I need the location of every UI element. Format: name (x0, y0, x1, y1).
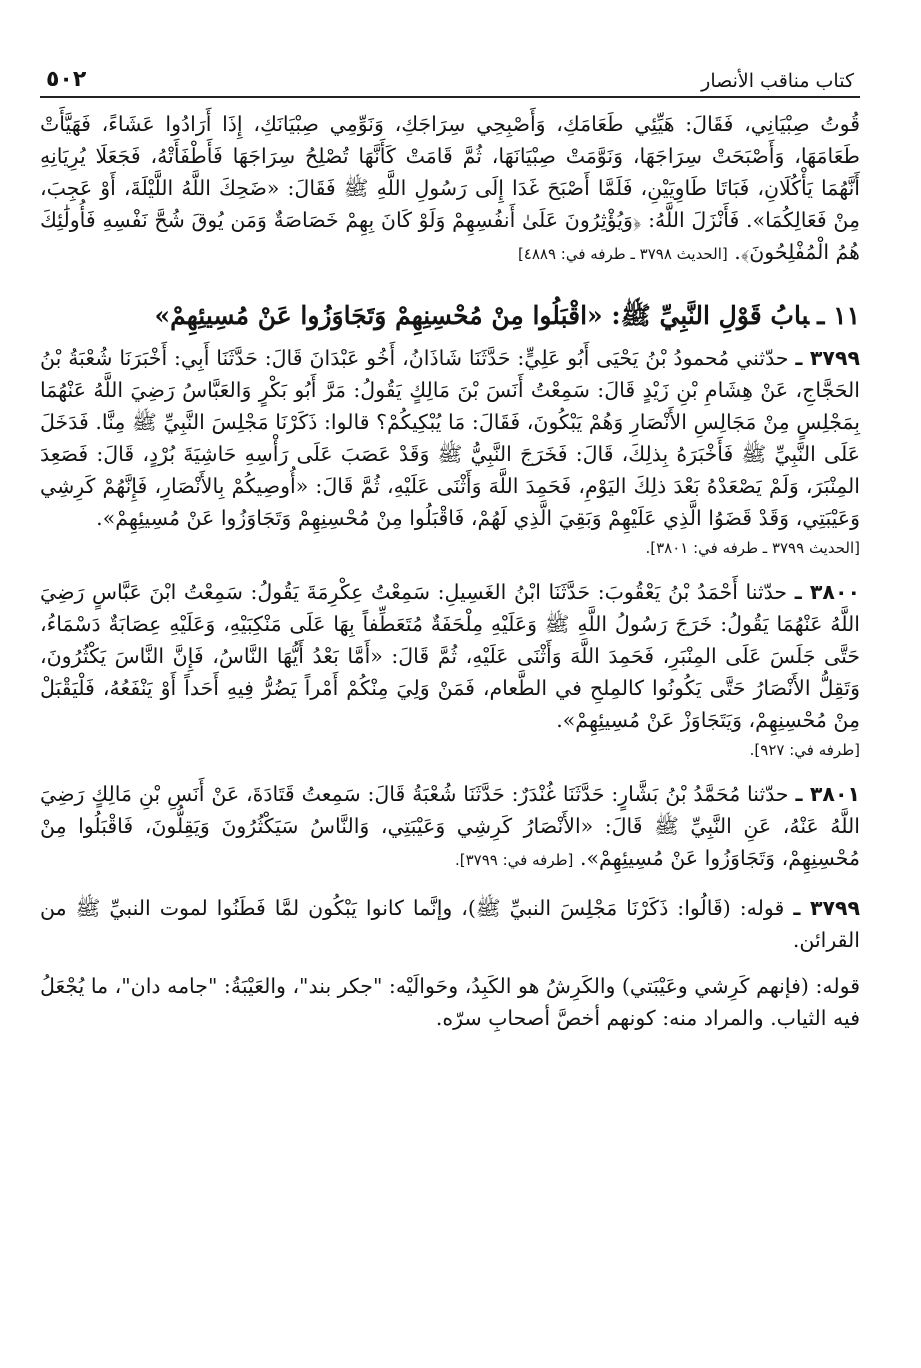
commentary-text: قوله: (قَالُوا: ذَكَرْنَا مَجْلِسَ النبيِّ ﷺ)، وإنَّما كانوا يَبْكُون لمَّا فَطَنُوا لموت النبيِّ ﷺ من القرائن. (40, 896, 860, 952)
hadith-reference: [طرفه في: ٩٢٧]. (749, 741, 860, 759)
hadith-reference: [الحديث ٣٧٩٨ ـ طرفه في: ٤٨٨٩] (517, 245, 728, 263)
hadith-number: ٣٨٠٠ ـ (794, 580, 860, 604)
page-number: ٥٠٢ (46, 67, 87, 92)
commentary-quote-text: قوله: (فإنهم كَرِشي وعَيْبَتي) والكَرِشُ هو الكَبِدُ، وحَوالَيْه: "جكر بند"، والعَيْبَةُ: "جامه دان"، ما يُجْعَلُ فيه الثياب. والمراد منه: كونهم أخصَّ أصحابِ سرّه. (40, 974, 860, 1030)
hadith-text: قُوتُ صِبْيَانِي، فَقَالَ: هَيِّئِي طَعَامَكِ، وَأَصْبِحِي سِرَاجَكِ، وَنَوِّمِي صِبْيَانَكِ، إِذَا أَرَادُوا عَشَاءً، فَهَيَّأَتْ طَعَامَهَا، وَأَصْبَحَتْ سِرَاجَهَا، وَنَوَّمَتْ صِبْيَانَهَا، ثُمَّ قَامَتْ كَأَنَّهَا تُصْلِحُ سِرَاجَهَا فَأَطْفَأَتْهُ، فَجَعَلَا يُرِيَانِهِ أَنَّهُمَا يَأْكُلَانِ، فَبَاتَا طَاوِيَيْنِ، فَلَمَّا أَصْبَحَ غَدَا إِلَى رَسُولِ اللَّهِ ﷺ فَقَالَ: «ضَحِكَ اللَّهُ اللَّيْلَةَ، أَوْ عَجِبَ، مِنْ فَعَالِكُمَا». فَأَنْزَلَ اللَّهُ: ﴿وَيُؤْثِرُونَ عَلَىٰ أَنفُسِهِمْ وَلَوْ كَانَ بِهِمْ خَصَاصَةٌ وَمَن يُوقَ شُحَّ نَفْسِهِ فَأُولَٰئِكَ هُمُ الْمُفْلِحُونَ﴾. (40, 112, 860, 264)
commentary-number: ٣٧٩٩ ـ (793, 896, 860, 920)
chapter-number: ١١ ـ (817, 301, 860, 330)
hadith-3801 (40, 778, 860, 876)
chapter-heading (40, 296, 860, 336)
hadith-number: ٣٨٠١ ـ (795, 782, 860, 806)
hadith-text: حدّثنا أَحْمَدُ بْنُ يَعْقُوبَ: حَدَّثَنَا ابْنُ الغَسِيلِ: سَمِعْتُ عِكْرِمَةَ يَقُولُ: سَمِعْتُ ابْنَ عَبَّاسٍ رَضِيَ اللَّهُ عَنْهُمَا يَقُولُ: خَرَجَ رَسُولُ اللَّهِ ﷺ وَعَلَيْهِ مِلْحَفَةٌ مُتَعَطِّفاً بِهَا عَلَى مَنْكِبَيْهِ، وَعَلَيْهِ عِصَابَةٌ دَسْمَاءُ، حَتَّى جَلَسَ عَلَى المِنْبَرِ، فَحَمِدَ اللَّهَ وَأَثْنَى عَلَيْهِ، ثُمَّ قَالَ: «أَمَّا بَعْدُ أَيُّهَا النَّاسُ، فَإِنَّ النَّاسَ يَكْثُرُونَ، وَتَقِلُّ الأَنْصَارُ حَتَّى يَكُونُوا كالمِلحِ في الطَّعام، فَمَنْ وَلِيَ مِنْكُمْ أَمْراً يَضُرُّ فِيهِ أَحَداً أَوْ يَنْفَعُهُ، فَلْيَقْبَلْ مِنْ مُحْسِنِهِمْ، وَيَتَجَاوَزْ عَنْ مُسِيئِهِمْ». (40, 580, 860, 732)
hadith-3800 (40, 576, 860, 764)
hadith-reference: [الحديث ٣٧٩٩ ـ طرفه في: ٣٨٠١]. (645, 539, 860, 557)
hadith-number: ٣٧٩٩ ـ (795, 346, 860, 370)
commentary-quote (40, 970, 860, 1034)
hadith-3799 (40, 342, 860, 562)
hadith-text: حدّثنا مُحَمَّدُ بْنُ بَشَّارٍ: حَدَّثَنَا غُنْدَرٌ: حَدَّثَنَا شُعْبَةُ قَالَ: سَمِعتُ قَتَادَةَ، عَنْ أَنَسِ بْنِ مَالِكٍ رَضِيَ اللَّهُ عَنْهُ، عَنِ النَّبِيِّ ﷺ قَالَ: «الأَنْصَارُ كَرِشِي وَعَيْبَتِي، وَالنَّاسُ سَيَكْثُرُونَ وَيَقِلُّونَ، فَاقْبَلُوا مِنْ مُحْسِنِهِمْ، وَتَجَاوَزُوا عَنْ مُسِيئِهِمْ». (40, 782, 860, 870)
commentary-3799 (40, 892, 860, 956)
book-title: كتاب مناقب الأنصار (701, 70, 854, 92)
hadith-3798-continuation (40, 108, 860, 270)
hadith-text: حدّثني مُحمودُ بْنُ يَحْيَى أَبُو عَلِيٍّ: حَدَّثَنَا شَاذَانُ، أَخُو عَبْدَانَ قَالَ: حَدَّثَنَا أَبِي: أَخْبَرَنَا شُعْبَةُ بْنُ الحَجَّاجِ، عَنْ هِشَامِ بْنِ زَيْدٍ قَالَ: سَمِعْتُ أَنَسَ بْنَ مَالِكٍ يَقُولُ: مَرَّ أَبُو بَكْرٍ وَالعَبَّاسُ رَضِيَ اللَّهُ عَنْهُمَا بِمَجْلِسٍ مِنْ مَجَالِسِ الأَنْصَارِ وَهُمْ يَبْكُونَ، فَقَالَ: مَا يُبْكِيكُمْ؟ قالوا: ذَكَرْنَا مَجْلِسَ النَّبِيِّ ﷺ مِنَّا. فَدَخَلَ عَلَى النَّبِيِّ ﷺ فَأَخْبَرَهُ بِذلِكَ، قَالَ: فَخَرَجَ النَّبِيُّ ﷺ وَقَدْ عَصَبَ عَلَى رَأْسِهِ حَاشِيَةَ بُرْدٍ، قَالَ: فَصَعِدَ المِنْبَرَ، وَلَمْ يَصْعَدْهُ بَعْدَ ذلِكَ اليَوْمِ، فَحَمِدَ اللَّهَ وَأَثْنَى عَلَيْهِ، ثُمَّ قَالَ: «أُوصِيكُمْ بِالأَنْصَارِ، فَإِنَّهُمْ كَرِشِي وَعَيْبَتِي، وَقَدْ قَضَوُا الَّذِي عَلَيْهِمْ وَبَقِيَ الَّذِي لَهُمْ، فَاقْبَلُوا مِنْ مُحْسِنِهِمْ وَتَجَاوَزُوا عَنْ مُسِيئِهِمْ». (40, 346, 860, 530)
page-header (40, 58, 860, 98)
chapter-title: بابُ قَوْلِ النَّبِيِّ ﷺ: «اقْبَلُوا مِنْ مُحْسِنِهِمْ وَتَجَاوَزُوا عَنْ مُسِيئِهِمْ» (154, 301, 810, 330)
hadith-reference: [طرفه في: ٣٧٩٩]. (455, 851, 574, 869)
page (40, 58, 860, 1034)
